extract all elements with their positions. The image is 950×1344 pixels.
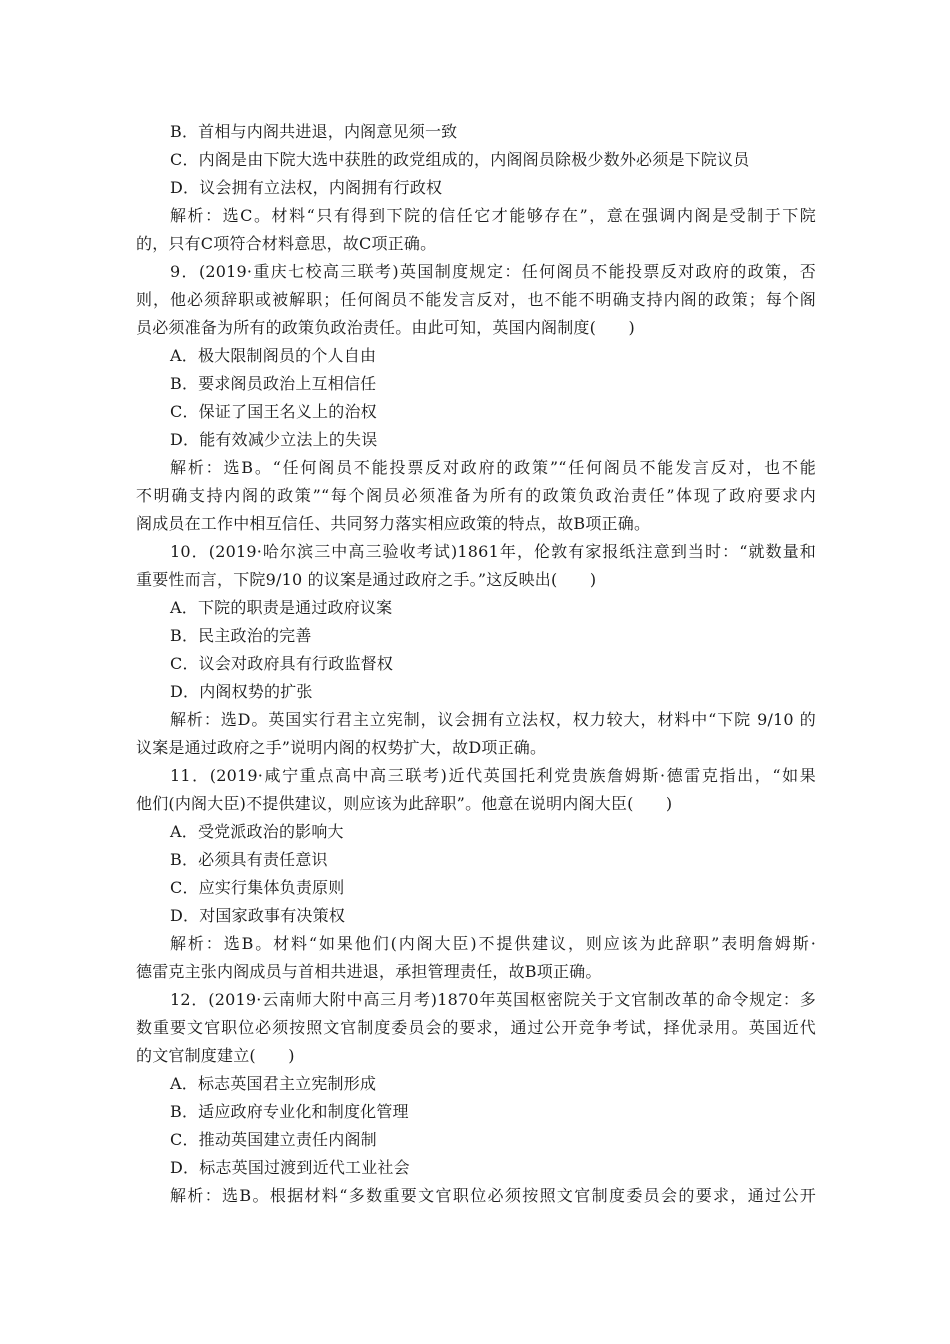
q8-option-c: C．内阁是由下院大选中获胜的政党组成的，内阁阁员除极少数外必须是下院议员 [170, 150, 750, 169]
q8-option-b: B．首相与内阁共进退，内阁意见须一致 [170, 122, 458, 141]
q9-analysis-line: 不明确支持内阁的政策”“每个阁员必须准备为所有的政策负政治责任”体现了政府要求内 [136, 486, 816, 505]
q9-stem-line: 9．(2019·重庆七校高三联考)英国制度规定：任何阁员不能投票反对政府的政策，否 [170, 262, 816, 281]
q10-option-d: D．内阁权势的扩张 [170, 682, 313, 701]
q12-option-b: B．适应政府专业化和制度化管理 [170, 1102, 409, 1121]
q12-option-c: C．推动英国建立责任内阁制 [170, 1130, 377, 1149]
q11-stem-line: 他们(内阁大臣)不提供建议，则应该为此辞职”。他意在说明内阁大臣( ) [136, 794, 673, 813]
q11-stem-line: 11．(2019·咸宁重点高中高三联考)近代英国托利党贵族詹姆斯·德雷克指出，“如果 [170, 766, 816, 785]
q9-option-c: C．保证了国王名义上的治权 [170, 402, 377, 421]
q12-stem-line: 数重要文官职位必须按照文官制度委员会的要求，通过公开竞争考试，择优录用。英国近代 [136, 1018, 816, 1037]
q9-stem-line: 员必须准备为所有的政策负政治责任。由此可知，英国内阁制度( ) [136, 318, 635, 337]
q9-analysis-line: 解析：选B。“任何阁员不能投票反对政府的政策”“任何阁员不能发言反对，也不能 [170, 458, 816, 477]
q10-stem-line: 重要性而言，下院9/10 的议案是通过政府之手。”这反映出( ) [136, 570, 597, 589]
q8-option-d: D．议会拥有立法权，内阁拥有行政权 [170, 178, 443, 197]
q12-option-a: A．标志英国君主立宪制形成 [170, 1074, 377, 1093]
q11-option-b: B．必须具有责任意识 [170, 850, 328, 869]
q8-analysis-line: 的，只有C项符合材料意思，故C项正确。 [136, 234, 437, 253]
q10-option-a: A．下院的职责是通过政府议案 [170, 598, 393, 617]
q10-option-c: C．议会对政府具有行政监督权 [170, 654, 394, 673]
q12-option-d: D．标志英国过渡到近代工业社会 [170, 1158, 410, 1177]
q12-stem-line: 的文官制度建立( ) [136, 1046, 295, 1065]
q10-stem-line: 10．(2019·哈尔滨三中高三验收考试)1861年，伦敦有家报纸注意到当时：“就数量和 [170, 542, 816, 561]
q11-option-a: A．受党派政治的影响大 [170, 822, 344, 841]
q11-analysis-line: 德雷克主张内阁成员与首相共进退，承担管理责任，故B项正确。 [136, 962, 602, 981]
q10-analysis-line: 解析：选D。英国实行君主立宪制，议会拥有立法权，权力较大，材料中“下院 9/10 的 [170, 710, 816, 729]
q11-analysis-line: 解析：选B。材料“如果他们(内阁大臣)不提供建议，则应该为此辞职”表明詹姆斯· [170, 934, 816, 953]
q9-option-a: A．极大限制阁员的个人自由 [170, 346, 377, 365]
q8-analysis-line: 解析：选C。材料“只有得到下院的信任它才能够存在”，意在强调内阁是受制于下院 [170, 206, 816, 225]
q12-stem-line: 12．(2019·云南师大附中高三月考)1870年英国枢密院关于文官制改革的命令规定：多 [170, 990, 816, 1009]
q11-option-d: D．对国家政事有决策权 [170, 906, 346, 925]
q10-option-b: B．民主政治的完善 [170, 626, 312, 645]
q9-option-b: B．要求阁员政治上互相信任 [170, 374, 377, 393]
q9-option-d: D．能有效减少立法上的失误 [170, 430, 378, 449]
q11-option-c: C．应实行集体负责原则 [170, 878, 345, 897]
q9-stem-line: 则，他必须辞职或被解职；任何阁员不能发言反对，也不能不明确支持内阁的政策；每个阁 [136, 290, 816, 309]
q12-analysis-line: 解析：选B。根据材料“多数重要文官职位必须按照文官制度委员会的要求，通过公开 [170, 1186, 816, 1205]
q10-analysis-line: 议案是通过政府之手”说明内阁的权势扩大，故D项正确。 [136, 738, 547, 757]
q9-analysis-line: 阁成员在工作中相互信任、共同努力落实相应政策的特点，故B项正确。 [136, 514, 651, 533]
